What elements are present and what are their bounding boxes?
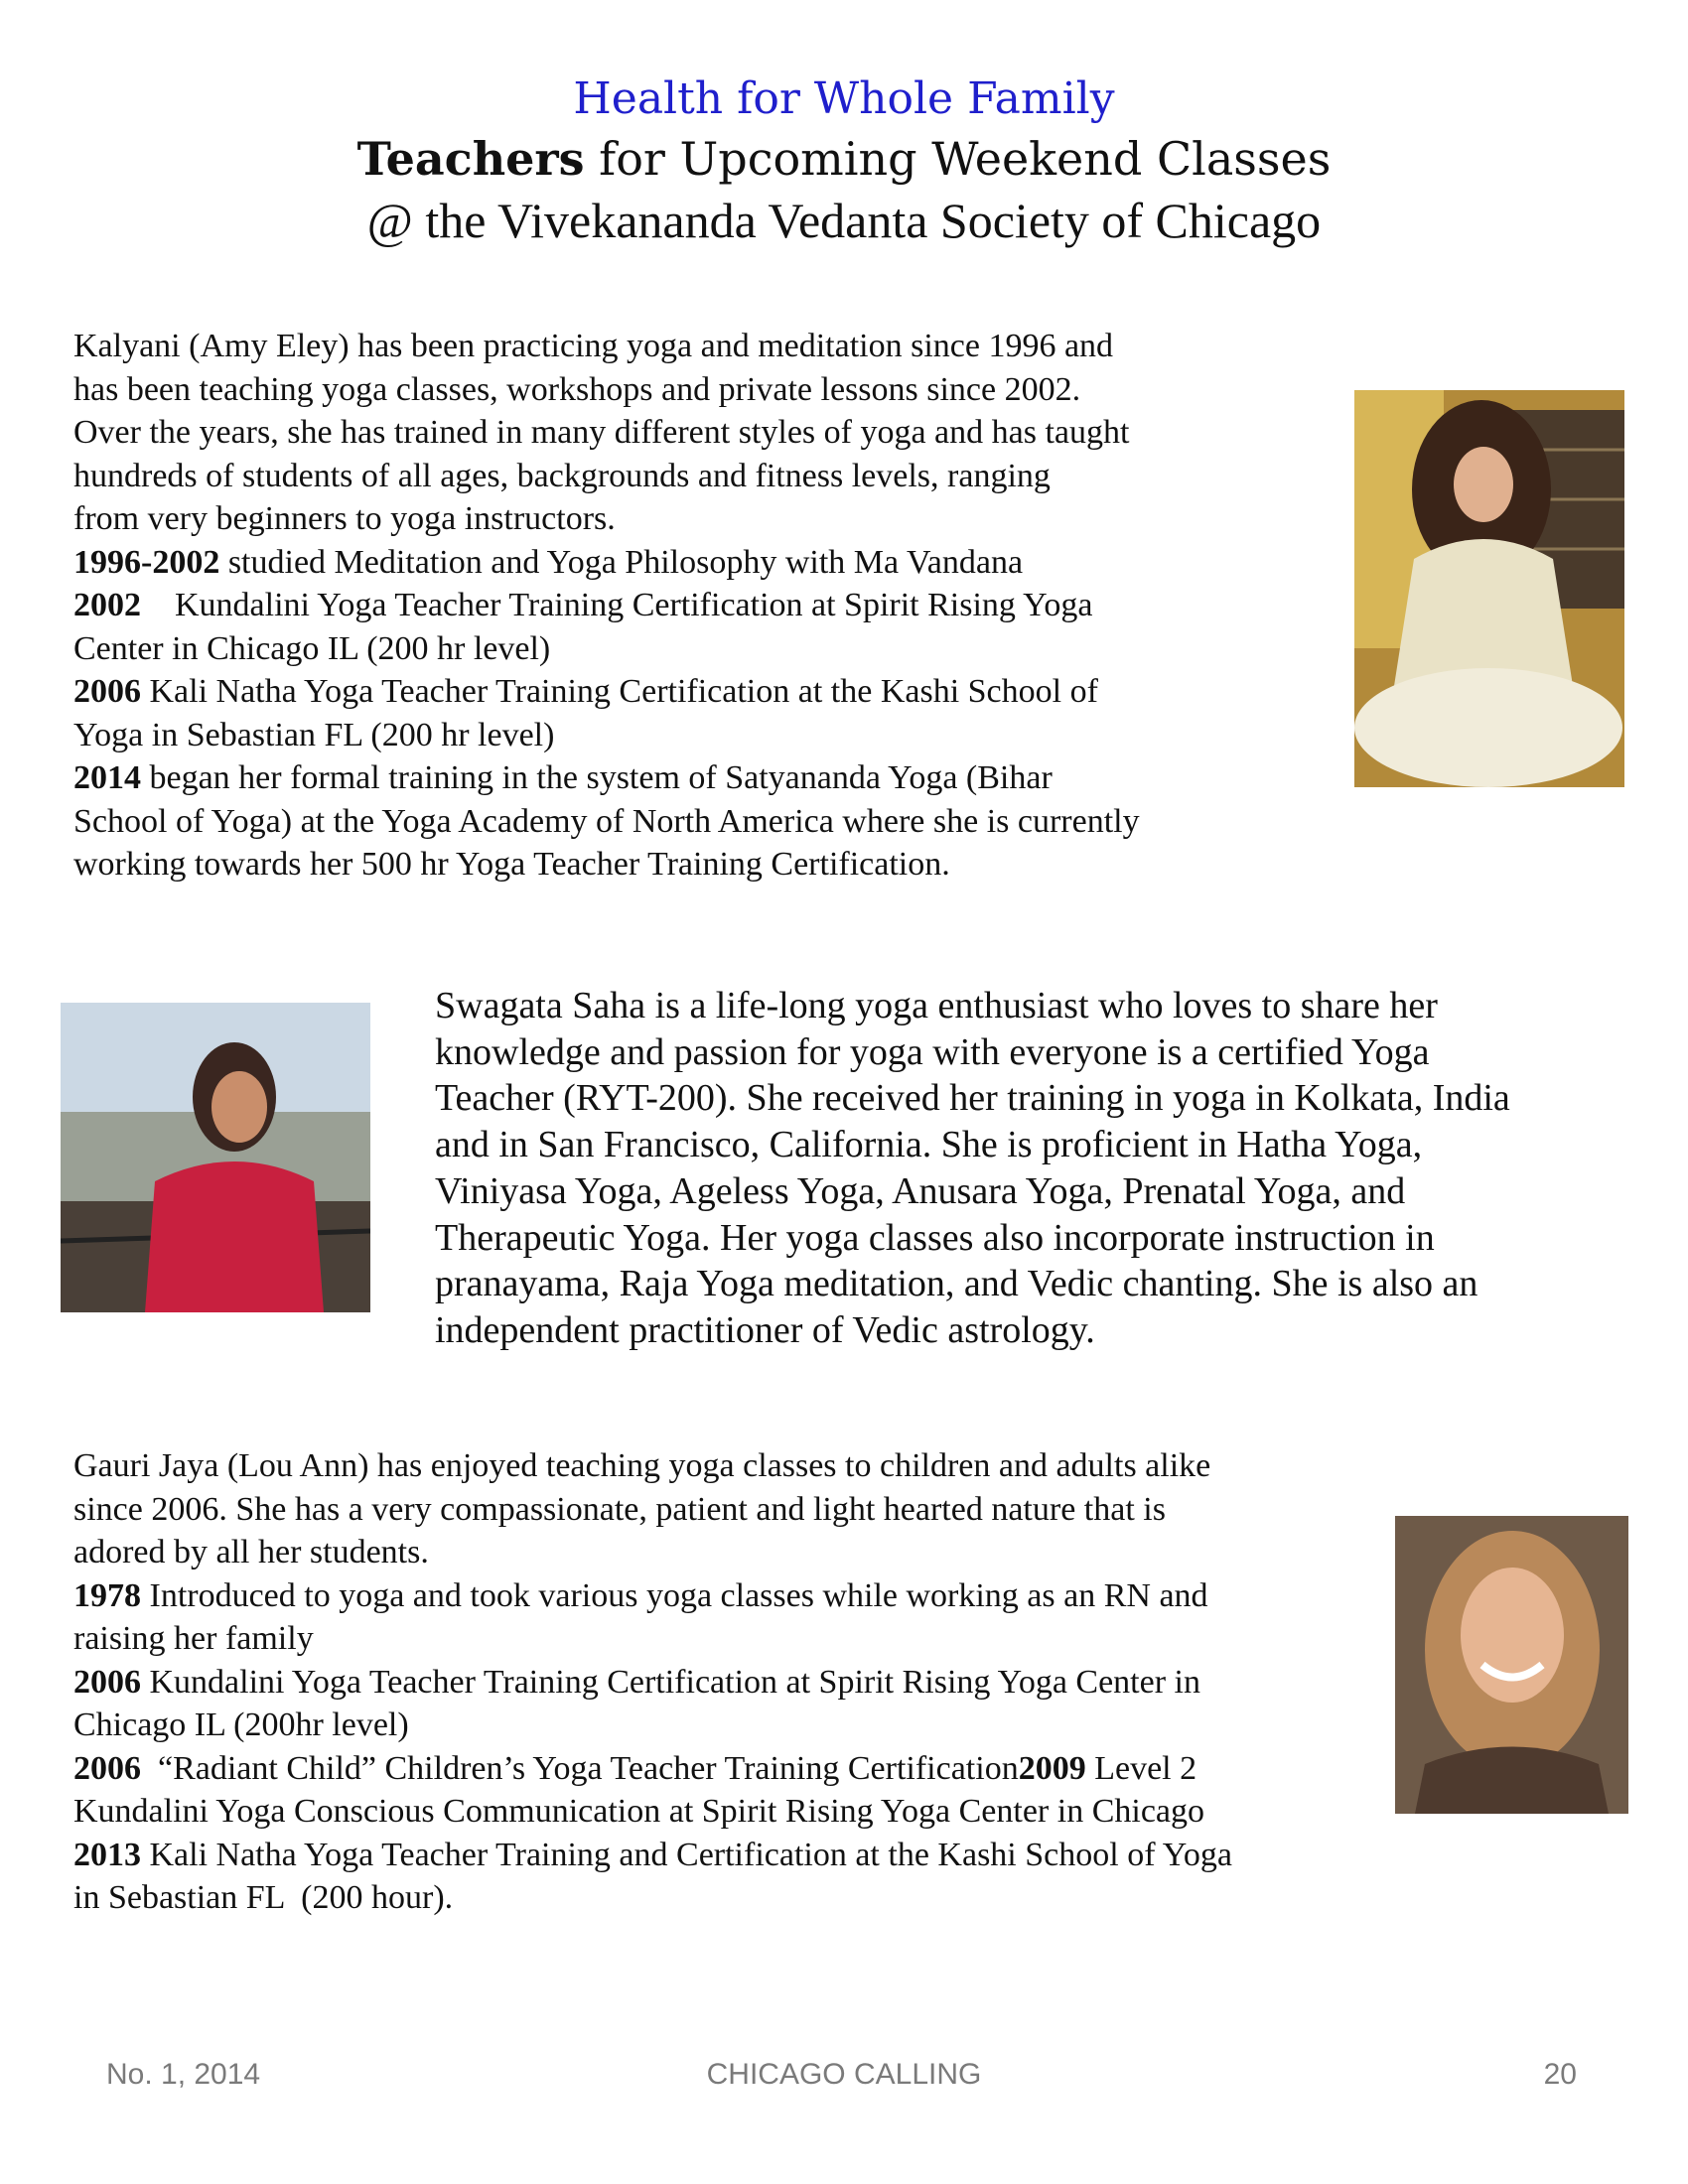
bio-line: from very beginners to yoga instructors.	[73, 500, 616, 537]
timeline-entry	[73, 1747, 1352, 1791]
bio-line: independent practitioner of Vedic astrology.	[435, 1308, 1095, 1351]
bio-line: Gauri Jaya (Lou Ann) has enjoyed teaching yoga classes to children and adults alike	[73, 1447, 1211, 1484]
kalyani-photo	[1354, 390, 1624, 787]
bio-line: Teacher (RYT-200). She received her training in yoga in Kolkata, India	[435, 1077, 1510, 1120]
bio-line: pranayama, Raja Yoga meditation, and Vedic chanting. She is also an	[435, 1263, 1478, 1305]
gauri-jaya-photo	[1395, 1516, 1628, 1814]
header-venue: @ the Vivekananda Vedanta Society of Chicago	[366, 193, 1322, 248]
timeline-entry	[73, 584, 1265, 627]
entry-text: Introduced to yoga and took various yoga classes while working as an RN and	[141, 1576, 1208, 1614]
bio-kalyani	[73, 325, 1265, 887]
timeline-entry	[73, 756, 1265, 800]
timeline-entry	[73, 670, 1265, 714]
entry-text: Kundalini Yoga Conscious Communication at Spirit Rising Yoga Center in Chicago	[73, 1793, 1204, 1830]
bio-line: Kalyani (Amy Eley) has been practicing yoga and meditation since 1996 and	[73, 328, 1114, 364]
bio-line: has been teaching yoga classes, workshops and private lessons since 2002.	[73, 370, 1081, 408]
entry-year: 2006	[73, 673, 141, 710]
entry-year: 2013	[73, 1836, 141, 1873]
bio-line: Over the years, she has trained in many different styles of yoga and has taught	[73, 414, 1130, 451]
entry-year: 2009	[1018, 1749, 1086, 1787]
entry-year: 2014	[73, 759, 141, 796]
bio-line: since 2006. She has a very compassionate, patient and light hearted nature that is	[73, 1490, 1166, 1528]
entry-text: in Sebastian FL (200 hour).	[73, 1879, 454, 1916]
entry-text: “Radiant Child” Children’s Yoga Teacher Training Certification	[141, 1749, 1019, 1787]
entry-year: 2006	[73, 1663, 141, 1701]
header-subtitle-bold: Teachers	[356, 132, 585, 186]
entry-text: working towards her 500 hr Yoga Teacher Training Certification.	[73, 846, 950, 883]
entry-year: 1978	[73, 1576, 141, 1614]
header-title: Health for Whole Family	[573, 73, 1115, 124]
bio-line: knowledge and passion for yoga with everyone is a certified Yoga	[435, 1030, 1430, 1073]
bio-line: Therapeutic Yoga. Her yoga classes also incorporate instruction in	[435, 1216, 1435, 1259]
timeline-entry	[73, 1574, 1352, 1618]
bio-swagata	[435, 983, 1613, 1354]
entry-text: Kali Natha Yoga Teacher Training Certification at the Kashi School of	[141, 673, 1098, 710]
entry-year: 1996-2002	[73, 543, 220, 581]
entry-year: 2002	[73, 587, 141, 623]
bio-line: Viniyasa Yoga, Ageless Yoga, Anusara Yoga, Prenatal Yoga, and	[435, 1169, 1406, 1212]
bio-line: Swagata Saha is a life-long yoga enthusiast who loves to share her	[435, 985, 1438, 1026]
entry-text: raising her family	[73, 1620, 314, 1657]
timeline-entry	[73, 1661, 1352, 1705]
bio-line: hundreds of students of all ages, backgrounds and fitness levels, ranging	[73, 457, 1051, 494]
entry-text: Chicago IL (200hr level)	[73, 1706, 409, 1743]
entry-text: began her formal training in the system of Satyananda Yoga (Bihar	[141, 759, 1053, 796]
header-subtitle-rest: for Upcoming Weekend Classes	[584, 132, 1332, 186]
timeline-entry	[73, 1834, 1352, 1877]
bio-gauri-jaya	[73, 1444, 1352, 1920]
bio-line: and in San Francisco, California. She is proficient in Hatha Yoga,	[435, 1124, 1423, 1166]
timeline-entry	[73, 541, 1265, 585]
entry-text: Kundalini Yoga Teacher Training Certification at Spirit Rising Yoga Center in	[141, 1663, 1200, 1701]
entry-year: 2006	[73, 1749, 141, 1787]
swagata-photo	[61, 1003, 370, 1312]
entry-text: School of Yoga) at the Yoga Academy of North America where she is currently	[73, 802, 1140, 840]
entry-text: Center in Chicago IL (200 hr level)	[73, 629, 551, 667]
footer-page-number: 20	[1543, 2058, 1577, 2091]
page-header	[0, 69, 1688, 252]
entry-text: Yoga in Sebastian FL (200 hr level)	[73, 716, 555, 753]
entry-text: Kali Natha Yoga Teacher Training and Certification at the Kashi School of Yoga	[141, 1836, 1232, 1873]
entry-text: Kundalini Yoga Teacher Training Certification at Spirit Rising Yoga	[141, 587, 1093, 623]
footer-issue: No. 1, 2014	[106, 2058, 261, 2091]
header-subtitle	[0, 129, 1688, 189]
entry-text: Level 2	[1085, 1749, 1197, 1787]
entry-text: studied Meditation and Yoga Philosophy with Ma Vandana	[219, 543, 1024, 581]
bio-line: adored by all her students.	[73, 1534, 429, 1570]
footer-publication: CHICAGO CALLING	[706, 2058, 982, 2091]
